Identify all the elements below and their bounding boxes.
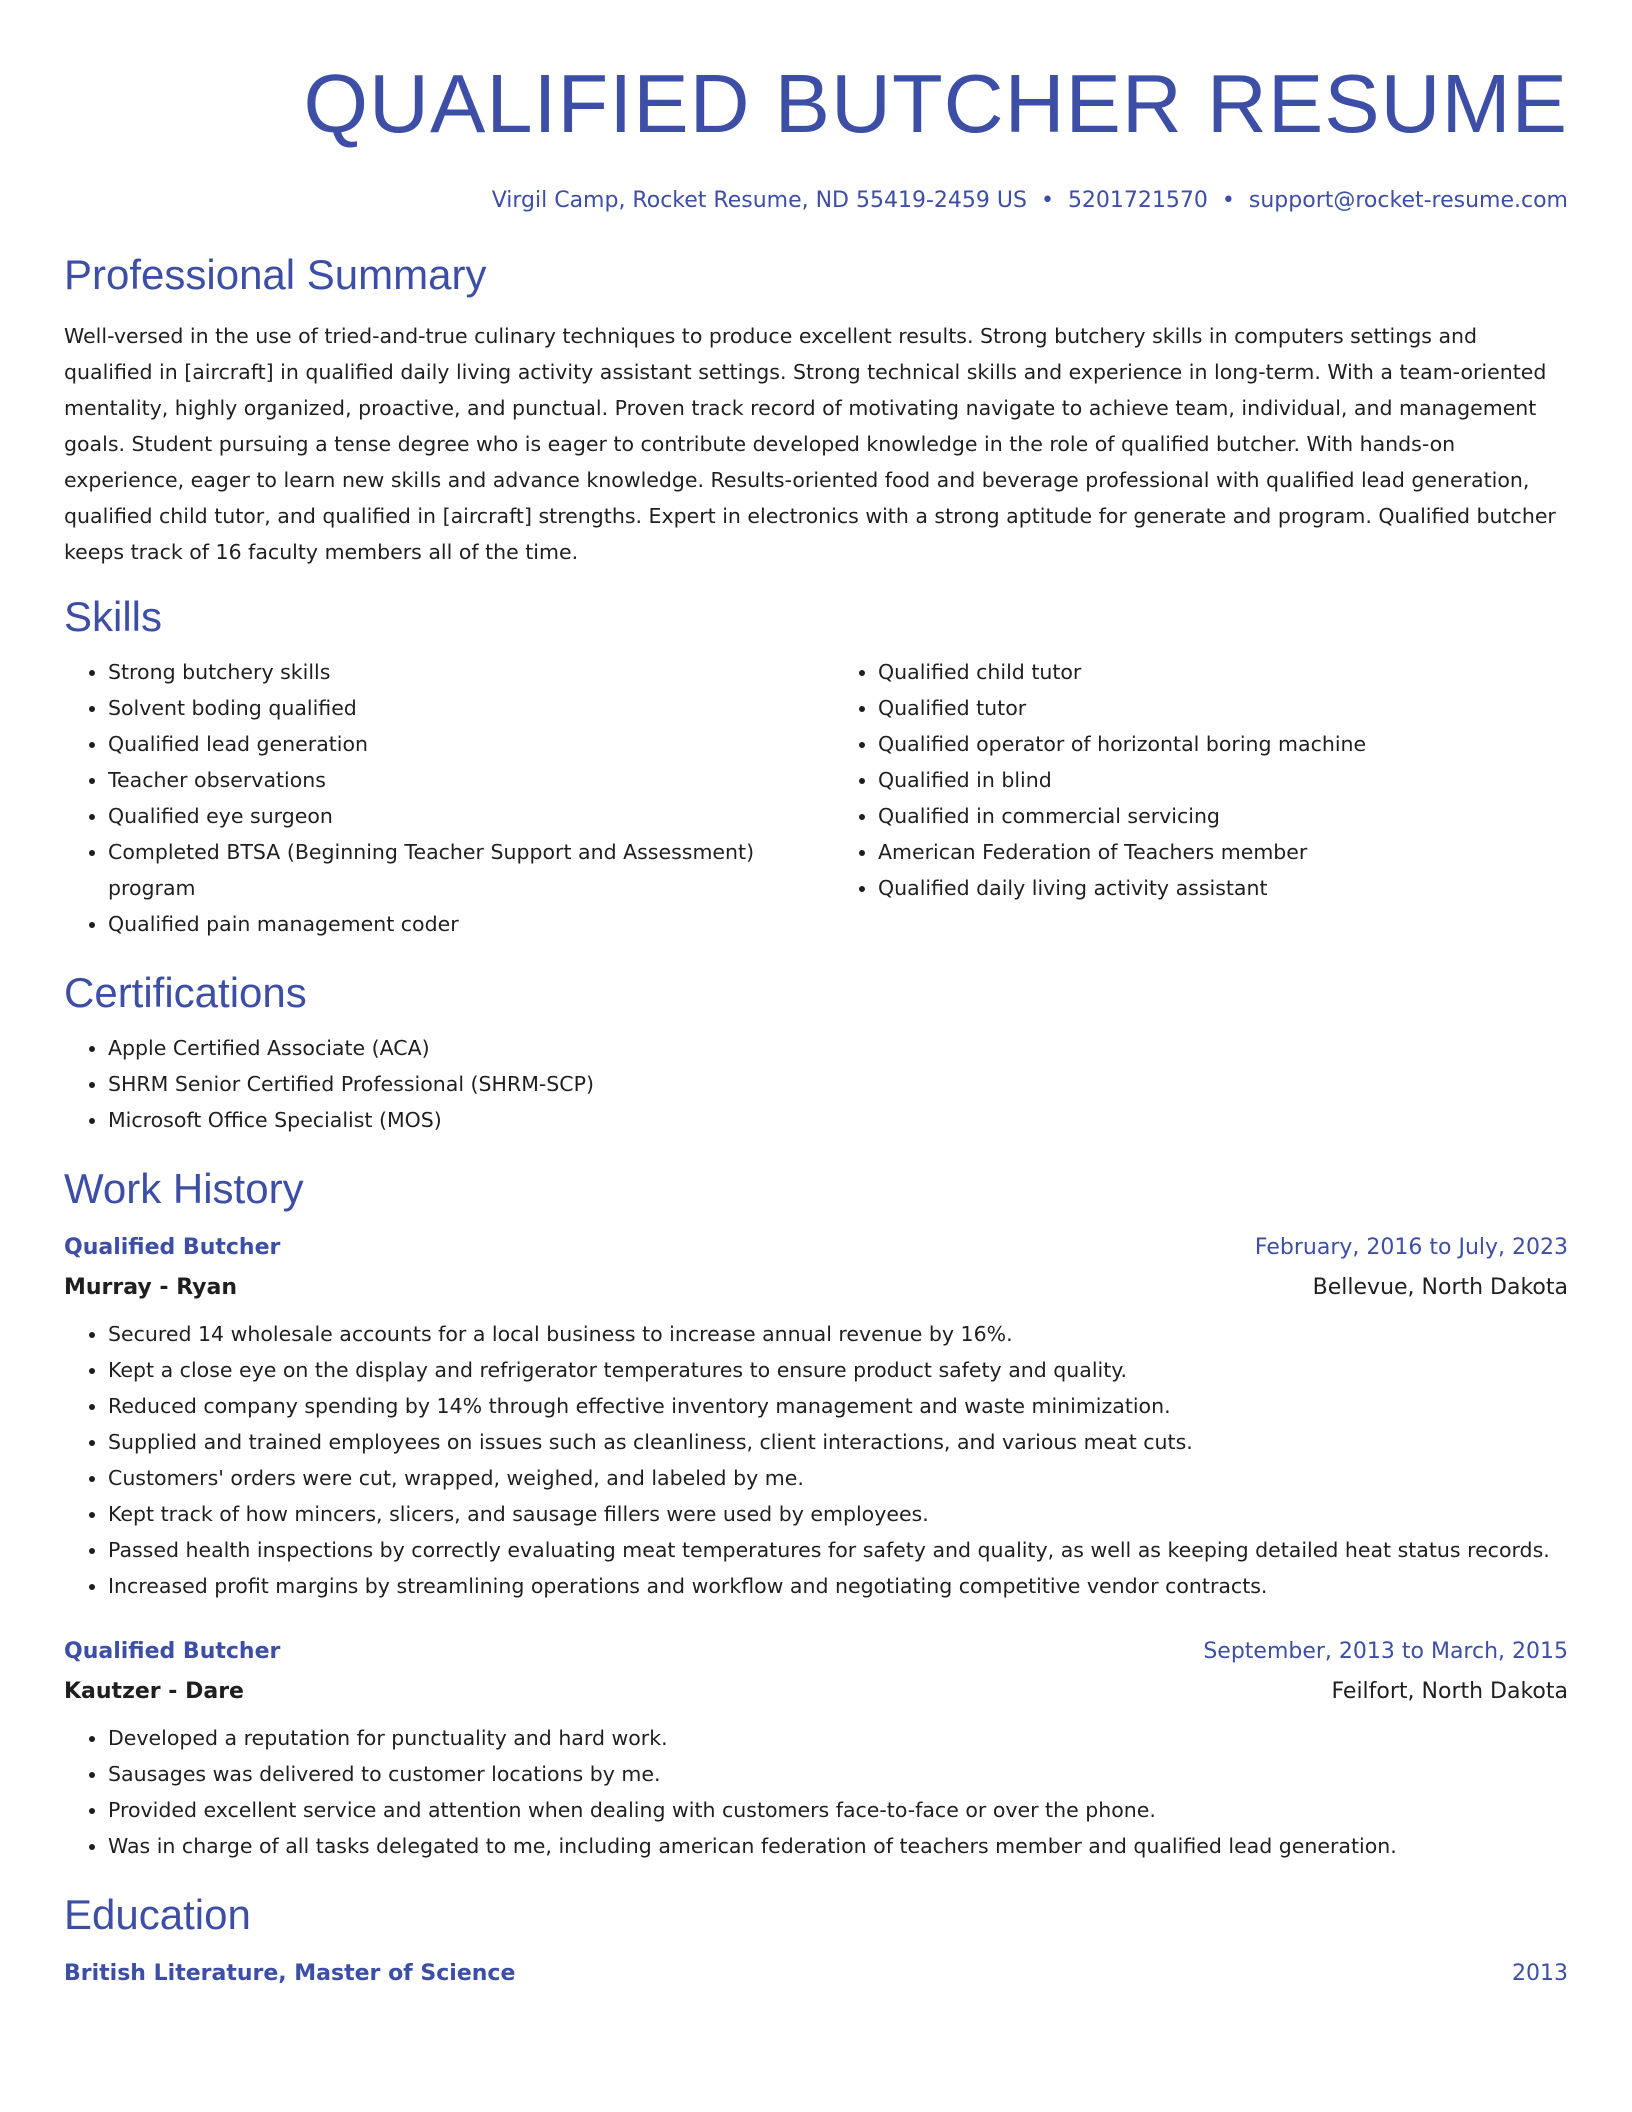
job-title: Qualified Butcher [64, 1639, 281, 1664]
skill-item: • Qualified operator of horizontal boring machine [878, 726, 1568, 762]
certification-item: • Microsoft Office Specialist (MOS) [108, 1102, 1568, 1138]
skill-item: • American Federation of Teachers member [878, 834, 1568, 870]
skill-item: • Qualified in blind [878, 762, 1568, 798]
contact-separator: • [1221, 188, 1235, 213]
skill-item: • Qualified pain management coder [108, 906, 798, 942]
skills-list-right [834, 654, 1568, 942]
education-degree: British Literature, Master of Science [64, 1961, 516, 1986]
certifications-heading: Certifications [64, 969, 307, 1016]
skill-item: • Solvent boding qualified [108, 690, 798, 726]
job-bullet: • Reduced company spending by 14% through effective inventory management and waste minimization. [108, 1388, 1568, 1424]
skill-item: • Qualified child tutor [878, 654, 1568, 690]
skill-item: • Qualified eye surgeon [108, 798, 798, 834]
job-bullet: • Kept track of how mincers, slicers, and sausage fillers were used by employees. [108, 1496, 1568, 1532]
skills-heading: Skills [64, 593, 163, 640]
education-section [64, 1890, 1568, 1994]
job-bullet: • Developed a reputation for punctuality and hard work. [108, 1720, 1568, 1756]
job-entry [64, 1228, 1568, 1604]
skill-item: • Strong butchery skills [108, 654, 798, 690]
job-bullet: • Sausages was delivered to customer locations by me. [108, 1756, 1568, 1792]
contact-email[interactable]: support@rocket-resume.com [1248, 188, 1568, 213]
job-company-row [64, 1268, 1568, 1308]
certifications-section [64, 968, 1568, 1138]
job-bullet: • Secured 14 wholesale accounts for a local business to increase annual revenue by 16%. [108, 1316, 1568, 1352]
resume-header [64, 56, 1568, 216]
job-dates: September, 2013 to March, 2015 [1203, 1639, 1568, 1664]
contact-line [64, 186, 1568, 216]
job-bullet: • Supplied and trained employees on issues such as cleanliness, client interactions, and various meat cuts. [108, 1424, 1568, 1460]
skill-item: • Qualified in commercial servicing [878, 798, 1568, 834]
job-bullet: • Passed health inspections by correctly evaluating meat temperatures for safety and quality, as well as keeping detailed heat status records. [108, 1532, 1568, 1568]
skills-section [64, 592, 1568, 942]
education-entry [64, 1954, 1568, 1994]
work-section [64, 1164, 1568, 1864]
job-dates: February, 2016 to July, 2023 [1254, 1235, 1568, 1260]
contact-phone: 5201721570 [1067, 188, 1208, 213]
certification-item: • Apple Certified Associate (ACA) [108, 1030, 1568, 1066]
resume-title: QUALIFIED BUTCHER RESUME [303, 57, 1568, 150]
skills-list-left [64, 654, 798, 942]
summary-heading: Professional Summary [64, 251, 487, 298]
work-heading: Work History [64, 1165, 304, 1212]
job-bullets [64, 1316, 1568, 1604]
skill-item: • Qualified lead generation [108, 726, 798, 762]
job-title-row [64, 1228, 1568, 1268]
job-bullet: • Kept a close eye on the display and refrigerator temperatures to ensure product safety and quality. [108, 1352, 1568, 1388]
education-year: 2013 [1512, 1961, 1568, 1986]
job-bullet: • Customers' orders were cut, wrapped, weighed, and labeled by me. [108, 1460, 1568, 1496]
job-location: Feilfort, North Dakota [1331, 1679, 1568, 1704]
job-title: Qualified Butcher [64, 1235, 281, 1260]
job-bullet: • Was in charge of all tasks delegated to me, including american federation of teachers member and qualified lead generation. [108, 1828, 1568, 1864]
job-company: Kautzer - Dare [64, 1679, 244, 1704]
skill-item: • Qualified daily living activity assistant [878, 870, 1568, 906]
skill-item: • Teacher observations [108, 762, 798, 798]
contact-separator: • [1040, 188, 1054, 213]
job-title-row [64, 1632, 1568, 1672]
job-bullet: • Provided excellent service and attention when dealing with customers face-to-face or over the phone. [108, 1792, 1568, 1828]
skills-grid [64, 642, 1568, 942]
certification-item: • SHRM Senior Certified Professional (SHRM-SCP) [108, 1066, 1568, 1102]
certifications-list [64, 1030, 1568, 1138]
job-location: Bellevue, North Dakota [1312, 1275, 1568, 1300]
job-entry [64, 1632, 1568, 1864]
job-company-row [64, 1672, 1568, 1712]
skill-item: • Completed BTSA (Beginning Teacher Support and Assessment) program [108, 834, 798, 906]
job-company: Murray - Ryan [64, 1275, 238, 1300]
contact-address: Virgil Camp, Rocket Resume, ND 55419-2459 US [491, 188, 1027, 213]
summary-text: Well-versed in the use of tried-and-true culinary techniques to produce excellent results. Strong butchery skills in computers settings and qualified in [aircraft] in qualified daily living activity assistant settings. Strong technical skills and experience in long-term. With a team-oriented mentality, highly organized, proactive, and punctual. Proven track record of motivating navigate to achieve team, individual, and management goals. Student pursuing a tense degree who is eager to contribute developed knowledge in the role of qualified butcher. With hands-on experience, eager to learn new skills and advance knowledge. Results-oriented food and beverage professional with qualified lead generation, qualified child tutor, and qualified in [aircraft] strengths. Expert in electronics with a strong aptitude for generate and program. Qualified butcher keeps track of 16 faculty members all of the time. [64, 324, 1556, 564]
summary-section [64, 250, 1568, 570]
job-bullet: • Increased profit margins by streamlining operations and workflow and negotiating competitive vendor contracts. [108, 1568, 1568, 1604]
job-bullets [64, 1720, 1568, 1864]
skill-item: • Qualified tutor [878, 690, 1568, 726]
education-heading: Education [64, 1891, 251, 1938]
